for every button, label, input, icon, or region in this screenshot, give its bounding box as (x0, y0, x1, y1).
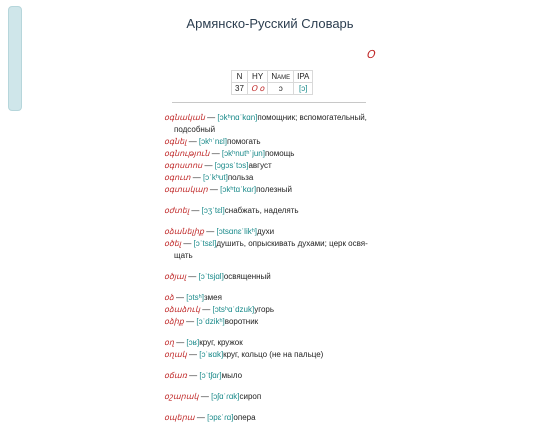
translation: помощь (264, 149, 295, 158)
headword-link[interactable]: օպերա (164, 413, 195, 422)
cell-number: 37 (232, 83, 248, 95)
list-item: օգոստոս — [ɔgɔsˈtɔs]август (164, 161, 272, 170)
list-item: օծել — [ɔˈtsɛl]душить, опрыскивать духами; церк освя-щать (164, 239, 368, 260)
list-item: օղակ — [ɔˈʁɑk]круг, кольцо (не на пальце) (164, 350, 324, 359)
translation: круг, кольцо (не на пальце) (223, 350, 324, 359)
list-item: օձիք — [ɔˈdzikʰ]воротник (164, 317, 259, 326)
headword-link[interactable]: օղակ (164, 350, 187, 359)
list-item: օձանելիք — [ɔtsɑnɛˈlikʰ]духи (164, 227, 275, 236)
ipa-text: [ɔʃɑˈɾɑk] (211, 392, 240, 401)
headword-link[interactable]: օծել (164, 239, 182, 248)
ipa-text: [ɔʒˈtɛl] (201, 206, 225, 215)
translation: духи (257, 227, 275, 236)
translation: мыло (221, 371, 243, 380)
list-item: օգտակար — [ɔkʰtɑˈkɑɾ]полезный (164, 185, 292, 194)
table-header-row (232, 71, 313, 83)
headword-link[interactable]: օձ (164, 293, 174, 302)
ipa-text: [ɔkʰnutʰˈjun] (221, 149, 265, 158)
list-item: օշարակ — [ɔʃɑˈɾɑk]сироп (164, 392, 262, 401)
ipa-text: [ɔkʰtɑˈkɑɾ] (220, 185, 257, 194)
translation: снабжать, наделять (224, 206, 299, 215)
headword-link[interactable]: օճառ (164, 371, 187, 380)
translation: полезный (256, 185, 292, 194)
translation: помогать (227, 137, 261, 146)
translation: польза (227, 173, 254, 182)
list-item: օգնական — [ɔkʰnɑˈkɑn]помощник; вспомогательный, подсобный (164, 113, 367, 134)
ipa-text: [ɔtsɑnɛˈlikʰ] (216, 227, 258, 236)
ipa-text: [ɔkʰnɑˈkɑn] (217, 113, 258, 122)
translation: август (248, 161, 272, 170)
headword-link[interactable]: օձիք (164, 317, 184, 326)
ipa-text: [ɔgɔsˈtɔs] (214, 161, 249, 170)
translation: опера (233, 413, 256, 422)
headword-link[interactable]: օգնել (164, 137, 187, 146)
translation: освященный (223, 272, 271, 281)
ipa-text: [ɔˈtsjɑl] (198, 272, 224, 281)
ipa-text: [ɔˈtʃɑɾ] (199, 371, 222, 380)
ipa-text: [ɔtsʰɑˈdzuk] (212, 305, 255, 314)
list-item: օձ — [ɔtsʰ]змея (164, 293, 222, 302)
header-ipa: IPA (294, 71, 313, 83)
cell-name: ɔ (268, 83, 294, 95)
ipa-text: [ɔpɛˈɾɑ] (207, 413, 234, 422)
translation: угорь (254, 305, 275, 314)
translation: сироп (239, 392, 262, 401)
section-letter: Օ (366, 49, 375, 61)
headword-link[interactable]: օգնական (164, 113, 205, 122)
list-item: օղ — [ɔʁ]круг, кружок (164, 338, 243, 347)
header-number: N (232, 71, 248, 83)
header-hy: HY (247, 71, 267, 83)
list-item: օճառ — [ɔˈtʃɑɾ]мыло (164, 371, 243, 380)
translation: круг, кружок (199, 338, 243, 347)
headword-link[interactable]: օձաձուկ (164, 305, 201, 314)
headword-link[interactable]: օգոստոս (164, 161, 203, 170)
headword-link[interactable]: օգտակար (164, 185, 208, 194)
headword-link[interactable]: օգուտ (164, 173, 191, 182)
list-item: օժտել — [ɔʒˈtɛl]снабжать, наделять (164, 206, 299, 215)
header-name: Name (268, 71, 294, 83)
ipa-text: [ɔˈkʰut] (202, 173, 228, 182)
headword-link[interactable]: օշարակ (164, 392, 199, 401)
divider (172, 102, 366, 103)
headword-link[interactable]: օծյալ (164, 272, 186, 281)
ipa-text: [ɔʁ] (186, 338, 200, 347)
ipa-text: [ɔtsʰ] (186, 293, 204, 302)
letter-info-table (231, 70, 313, 95)
ipa-text: [ɔkʰˈnɛl] (198, 137, 227, 146)
page-title: Армянско-Русский Словарь (186, 16, 354, 31)
translation: змея (203, 293, 222, 302)
table-row (232, 83, 313, 95)
list-item: օգնություն — [ɔkʰnutʰˈjun]помощь (164, 149, 295, 158)
cell-hy: Օ օ (247, 83, 267, 95)
list-item: օձաձուկ — [ɔtsʰɑˈdzuk]угорь (164, 305, 275, 314)
list-item: օծյալ — [ɔˈtsjɑl]освященный (164, 272, 271, 281)
headword-link[interactable]: օղ (164, 338, 174, 347)
ipa-text: [ɔˈtsɛl] (193, 239, 217, 248)
headword-link[interactable]: օձանելիք (164, 227, 205, 236)
entry-list (164, 112, 384, 424)
translation: душить, опрыскивать духами; церк освя-щать (174, 239, 368, 260)
translation: воротник (224, 317, 259, 326)
list-item: օգնել — [ɔkʰˈnɛl]помогать (164, 137, 261, 146)
ipa-text: [ɔˈʁɑk] (199, 350, 224, 359)
translation: помощник; вспомогательный, подсобный (174, 113, 367, 134)
list-item: օպերա — [ɔpɛˈɾɑ]опера (164, 413, 256, 422)
headword-link[interactable]: օժտել (164, 206, 190, 215)
ipa-text: [ɔˈdzikʰ] (196, 317, 225, 326)
headword-link[interactable]: օգնություն (164, 149, 210, 158)
cell-ipa: [ɔ] (294, 83, 313, 95)
list-item: օգուտ — [ɔˈkʰut]польза (164, 173, 254, 182)
